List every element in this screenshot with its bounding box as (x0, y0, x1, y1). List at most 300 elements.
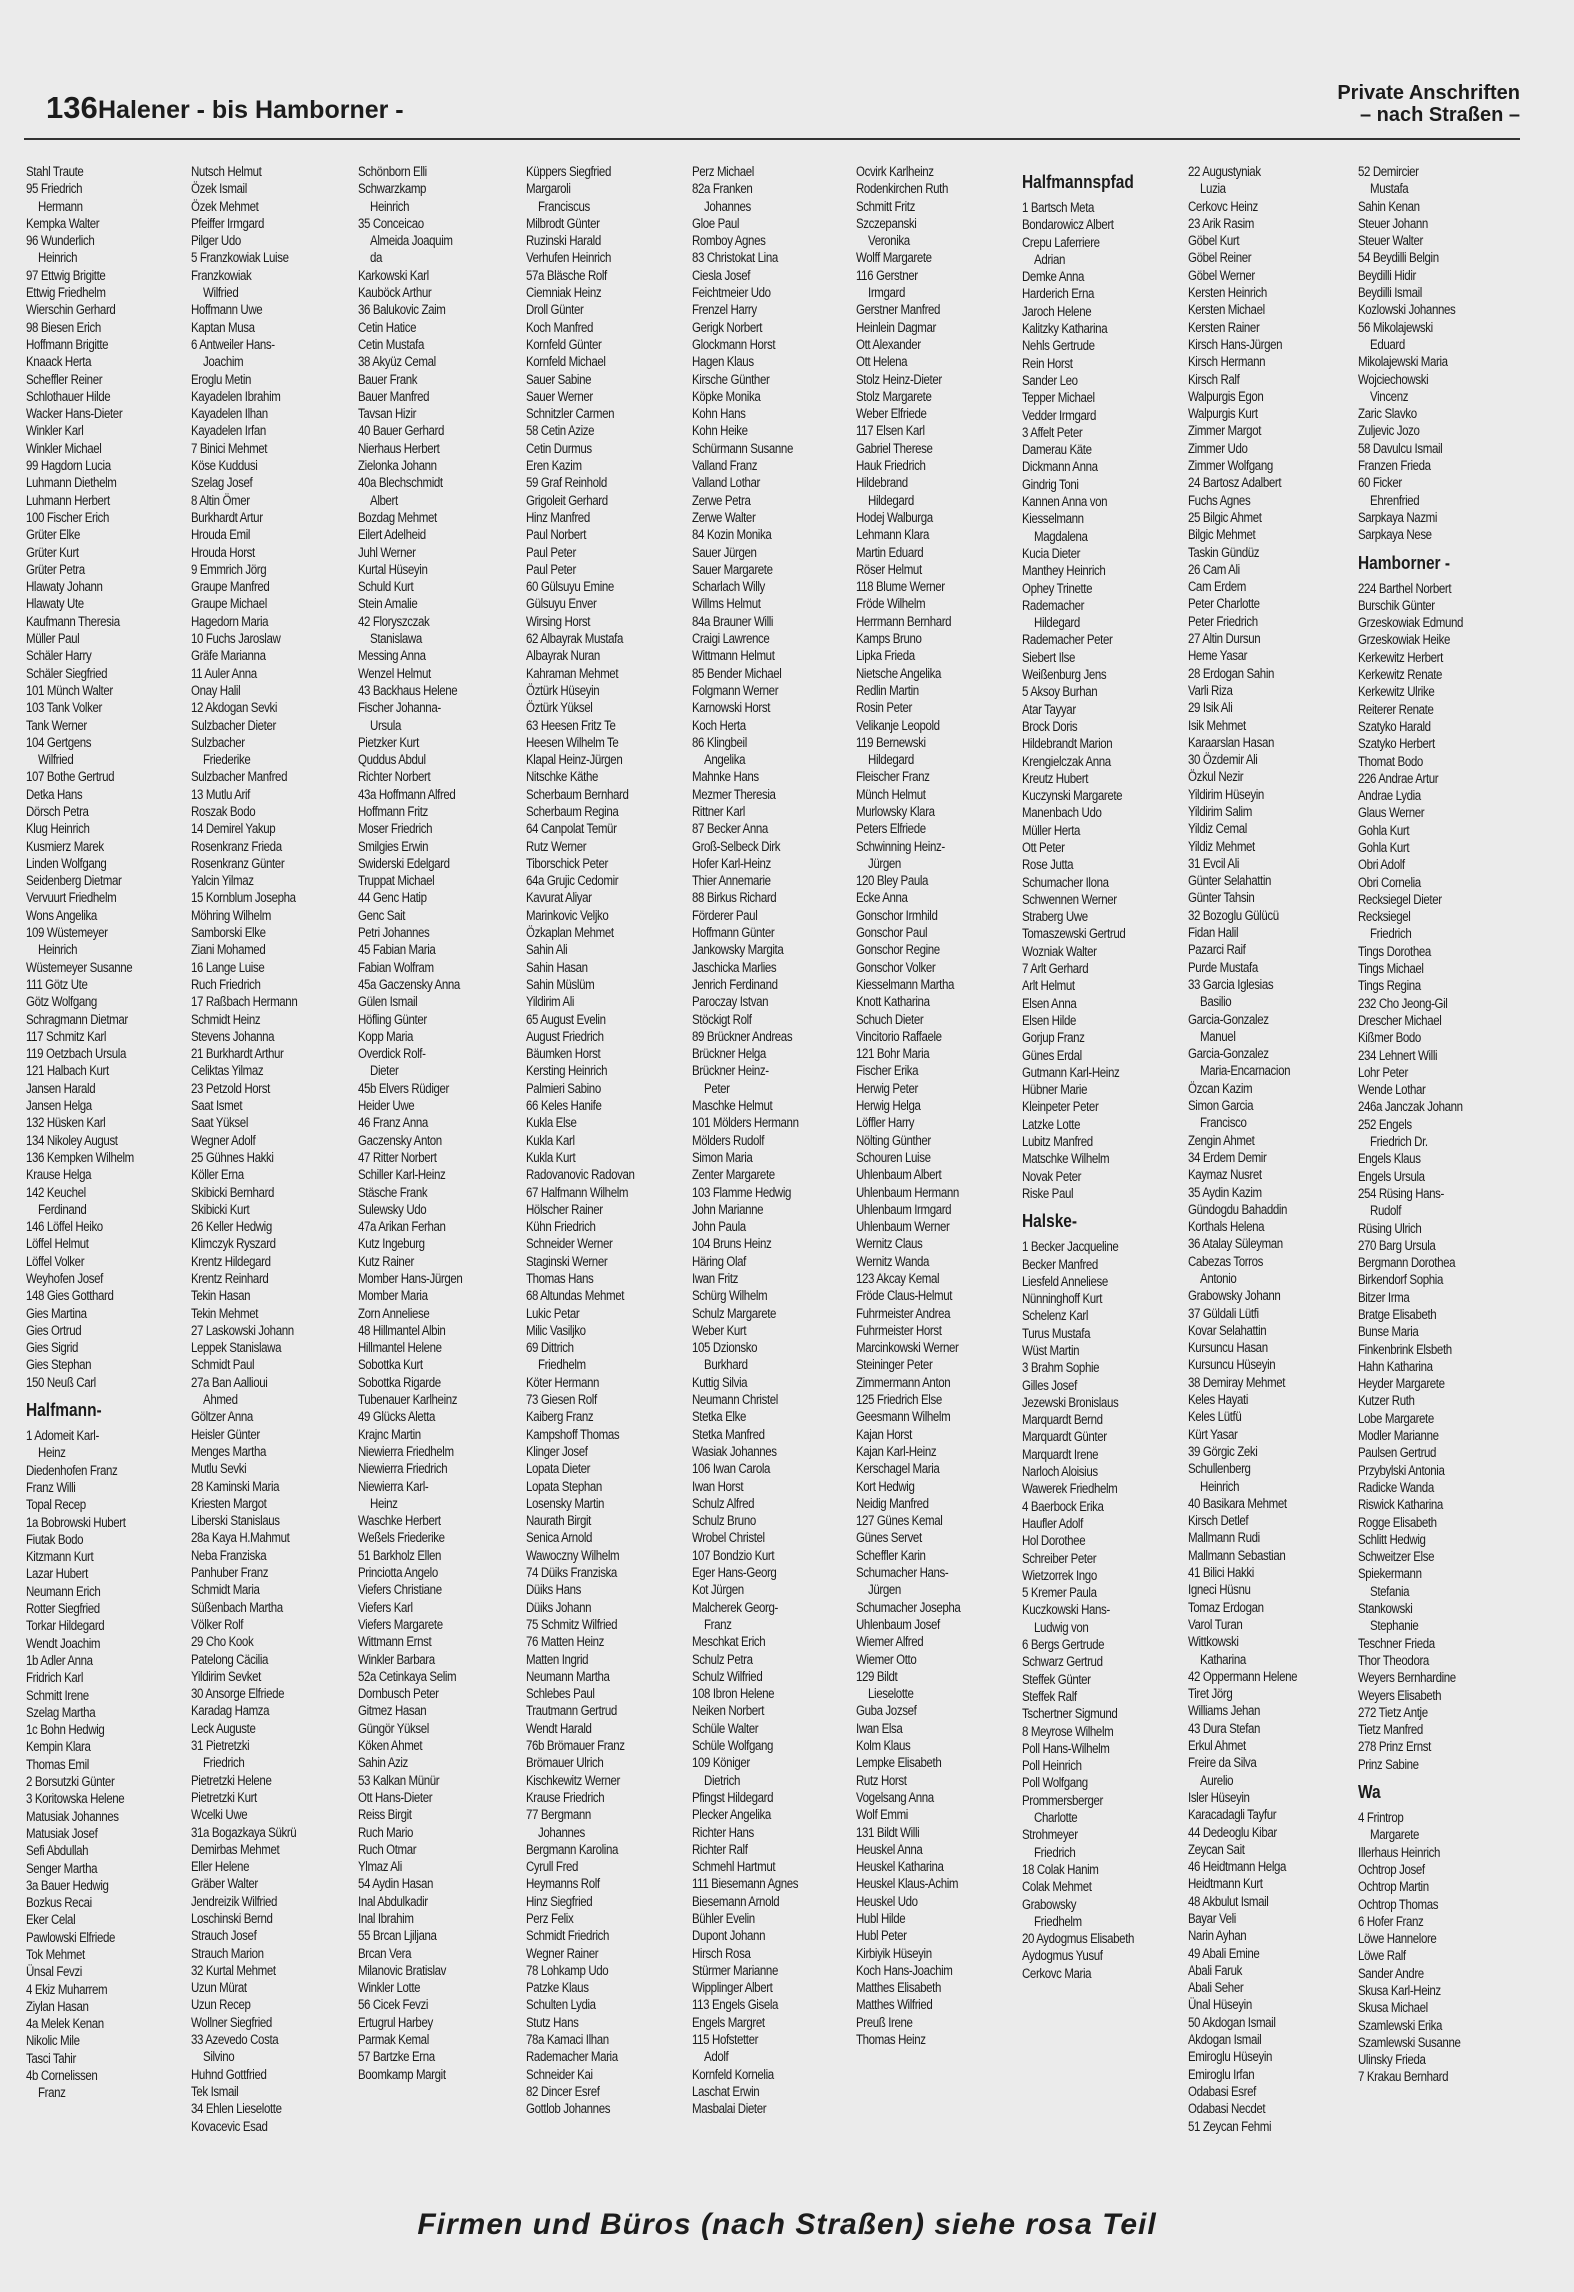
directory-entry: Nietsche Angelika (856, 665, 941, 681)
directory-entry: Weber Kurt (692, 1322, 747, 1338)
directory-entry: Cam Erdem (1188, 579, 1246, 595)
directory-entry: Garcia-Gonzalez (1188, 1046, 1269, 1062)
directory-entry: Sauer Jürgen (692, 544, 757, 560)
directory-entry: Malcherek Georg- (692, 1599, 778, 1615)
directory-column-8 (1188, 163, 1348, 2135)
directory-entry: Nünninghoff Kurt (1022, 1291, 1103, 1307)
directory-entry: 270 Barg Ursula (1358, 1237, 1436, 1253)
directory-entry: Harderich Erna (1022, 286, 1095, 302)
directory-entry: 75 Schmitz Wilfried (526, 1616, 618, 1632)
directory-entry: Murlowsky Klara (856, 803, 935, 819)
directory-entry: Wittkowski (1188, 1634, 1239, 1650)
directory-entry: Kannen Anna von (1022, 494, 1108, 510)
directory-entry: 1 Becker Jacqueline (1022, 1239, 1119, 1255)
directory-entry: 111 Biesemann Agnes (692, 1876, 799, 1892)
directory-entry: Detka Hans (26, 786, 83, 802)
directory-entry: Momber Maria (358, 1288, 428, 1304)
directory-entry: Laschat Erwin (692, 2083, 760, 2099)
directory-entry: 136 Kempken Wilhelm (26, 1149, 134, 1165)
directory-entry: Marquardt Günter (1022, 1429, 1107, 1445)
directory-entry: Thomat Bodo (1358, 753, 1423, 769)
directory-entry: Novak Peter (1022, 1168, 1082, 1184)
directory-entry: Rosin Peter (856, 700, 912, 716)
directory-entry: Senica Arnold (526, 1530, 593, 1546)
directory-entry: Albayrak Nuran (526, 648, 600, 664)
directory-entry: Panhuber Franz (191, 1565, 269, 1581)
directory-entry: 6 Bergs Gertrude (1022, 1637, 1105, 1653)
directory-entry: Wegner Adolf (191, 1132, 256, 1148)
directory-entry: Schulz Alfred (692, 1495, 755, 1511)
directory-entry: Brückner Heinz- (692, 1063, 769, 1079)
directory-entry: Schulz Margarete (692, 1305, 777, 1321)
directory-entry: Preuß Irene (856, 2014, 913, 2030)
directory-entry: 109 Königer (692, 1755, 750, 1771)
directory-entry: Kerkewitz Renate (1358, 667, 1443, 683)
directory-entry: Kirsch Ralf (1188, 371, 1240, 387)
directory-entry: Stetka Elke (692, 1409, 747, 1425)
directory-entry: Matusiak Josef (26, 1825, 98, 1841)
directory-entry: Zimmer Margot (1188, 423, 1262, 439)
directory-entry: Uhlenbaum Werner (856, 1219, 950, 1235)
directory-entry: Kohn Hans (692, 406, 746, 422)
directory-entry: Wojciechowski (1358, 371, 1429, 387)
directory-entry: Biesemann Arnold (692, 1893, 780, 1909)
directory-entry: Erkul Ahmet (1188, 1738, 1246, 1754)
directory-entry: Rogge Elisabeth (1358, 1514, 1437, 1530)
directory-entry: 34 Erdem Demir (1188, 1149, 1267, 1165)
directory-entry: Hoffmann Fritz (358, 803, 428, 819)
directory-entry: Zerwe Petra (692, 492, 751, 508)
directory-entry: 11 Auler Anna (191, 665, 257, 681)
directory-entry: Grabowsky Johann (1188, 1288, 1281, 1304)
directory-entry: Köpke Monika (692, 388, 761, 404)
directory-entry: Eren Kazim (526, 458, 582, 474)
directory-entry: 63 Heesen Fritz Te (526, 717, 616, 733)
directory-entry: Kersten Rainer (1188, 319, 1260, 335)
directory-entry: 3a Bauer Hedwig (26, 1877, 109, 1893)
directory-entry: 97 Ettwig Brigitte (26, 267, 106, 283)
directory-entry: Aydogmus Yusuf (1022, 1948, 1103, 1964)
directory-entry: Heinz (38, 1445, 66, 1461)
directory-entry: Simon Maria (692, 1149, 753, 1165)
directory-entry: 111 Götz Ute (26, 976, 88, 992)
directory-entry: 54 Aydin Hasan (358, 1876, 434, 1892)
directory-entry: Göbel Reiner (1188, 250, 1252, 266)
directory-entry: Jenrich Ferdinand (692, 976, 778, 992)
directory-entry: Kuczkowski Hans- (1022, 1602, 1110, 1618)
directory-entry: Eilert Adelheid (358, 527, 426, 543)
directory-entry: Crepu Laferriere (1022, 234, 1100, 250)
directory-entry: Schmidt Heinz (191, 1011, 261, 1027)
directory-entry: Tings Dorothea (1358, 943, 1431, 959)
directory-entry: Schragmann Dietmar (26, 1011, 128, 1027)
directory-entry: Löffel Volker (26, 1253, 85, 1269)
directory-entry: Hlawaty Johann (26, 579, 103, 595)
directory-entry: Hölscher Rainer (526, 1201, 603, 1217)
directory-entry: Schüle Wolfgang (692, 1738, 774, 1754)
directory-entry: Özkul Nezir (1188, 769, 1244, 785)
directory-entry: Straberg Uwe (1022, 909, 1088, 925)
directory-entry: 43 Dura Stefan (1188, 1720, 1261, 1736)
directory-entry: Silvino (203, 2049, 235, 2065)
directory-column-4 (526, 163, 686, 2118)
directory-entry: Bitzer Irma (1358, 1289, 1410, 1305)
directory-entry: Ecke Anna (856, 890, 908, 906)
directory-entry: Kirsche Günther (692, 371, 770, 387)
directory-entry: Tiret Jörg (1188, 1686, 1233, 1702)
directory-entry: Krentz Reinhard (191, 1271, 269, 1286)
directory-entry: Schulz Wilfried (692, 1668, 763, 1684)
directory-entry: Uhlenbaum Josef (856, 1616, 940, 1632)
directory-entry: Lieselotte (868, 1686, 914, 1702)
directory-entry: 113 Engels Gisela (692, 1997, 779, 2013)
directory-entry: Heinz (370, 1495, 398, 1511)
directory-entry: Iwan Horst (692, 1478, 744, 1494)
directory-entry: Ochtrop Thomas (1358, 1896, 1439, 1912)
directory-entry: 73 Giesen Rolf (526, 1392, 597, 1408)
directory-entry: 142 Keuchel (26, 1184, 86, 1200)
directory-entry: 56 Cicek Fevzi (358, 1997, 429, 2013)
directory-entry: Rosenkranz Frieda (191, 838, 282, 854)
directory-entry: 2 Borsutzki Günter (26, 1774, 115, 1790)
directory-entry: Gülsuyu Enver (526, 596, 597, 612)
directory-entry: Seidenberg Dietmar (26, 873, 122, 889)
directory-entry: Wendt Harald (526, 1720, 592, 1736)
directory-entry: Kamps Bruno (856, 631, 922, 647)
directory-entry: Heisler Günter (191, 1426, 260, 1442)
directory-entry: 38 Akyüz Cemal (358, 354, 436, 370)
directory-entry: Schäler Siegfried (26, 665, 108, 681)
directory-entry: 41 Bilici Hakki (1188, 1565, 1254, 1581)
directory-entry: Almeida Joaquim (370, 233, 453, 249)
directory-entry: 54 Beydilli Belgin (1358, 250, 1439, 266)
directory-entry: Sauer Werner (526, 388, 593, 404)
directory-entry: 15 Kornblum Josepha (191, 890, 296, 906)
directory-entry: Walpurgis Egon (1188, 388, 1264, 404)
directory-entry: Marquardt Irene (1022, 1446, 1099, 1462)
directory-entry: 25 Bilgic Ahmet (1188, 509, 1262, 525)
directory-entry: Hinz Siegfried (526, 1893, 593, 1909)
directory-entry: Richter Norbert (358, 769, 431, 785)
directory-entry: Zaric Slavko (1358, 406, 1417, 422)
directory-entry: Latzke Lotte (1022, 1116, 1081, 1132)
directory-entry: Sarpkaya Nazmi (1358, 509, 1438, 525)
directory-entry: Köken Ahmet (358, 1738, 423, 1754)
directory-entry: Zielonka Johann (358, 458, 437, 474)
directory-entry: Thor Theodora (1358, 1652, 1429, 1668)
directory-entry: Jaschicka Marlies (692, 959, 777, 975)
directory-entry: 5 Aksoy Burhan (1022, 684, 1098, 700)
directory-entry: Winkler Barbara (358, 1651, 435, 1667)
directory-entry: Haufler Adolf (1022, 1515, 1083, 1531)
directory-entry: Celiktas Yilmaz (191, 1063, 264, 1079)
directory-entry: Uzun Recep (191, 1997, 251, 2013)
directory-entry: Stutz Hans (526, 2014, 579, 2030)
directory-entry: Scheffler Reiner (26, 371, 103, 387)
directory-entry: Damerau Käte (1022, 442, 1092, 458)
directory-entry: Wietzorrek Ingo (1022, 1567, 1097, 1583)
directory-entry: Schulten Lydia (526, 1997, 596, 2013)
page-number: 136 (46, 90, 98, 125)
footer-note: Firmen und Büros (nach Straßen) siehe rosa Teil (417, 2208, 1157, 2241)
directory-entry: 101 Münch Walter (26, 682, 113, 698)
directory-entry: Wcelki Uwe (191, 1807, 248, 1823)
directory-entry: Kersting Heinrich (526, 1063, 608, 1079)
directory-entry: Gohla Kurt (1358, 822, 1410, 838)
directory-entry: Heymanns Rolf (526, 1876, 600, 1892)
directory-entry: 28a Kaya H.Mahmut (191, 1530, 290, 1546)
directory-entry: Juhl Werner (358, 544, 416, 560)
directory-entry: Stephanie (1370, 1618, 1419, 1634)
directory-entry: 76b Brömauer Franz (526, 1738, 625, 1754)
directory-entry: Friedrich (203, 1755, 245, 1771)
directory-entry: 74 Düiks Franziska (526, 1565, 617, 1581)
directory-entry: Friederike (203, 752, 251, 768)
directory-entry: Leppek Stanislawa (191, 1340, 282, 1356)
directory-entry: Krause Helga (26, 1167, 92, 1183)
directory-entry: Paul Peter (526, 544, 576, 560)
directory-entry: Düiks Johann (526, 1599, 592, 1615)
directory-entry: Mezmer Theresia (692, 786, 776, 802)
directory-entry: Eller Helene (191, 1859, 250, 1875)
directory-entry: Bayar Veli (1188, 1910, 1236, 1926)
directory-entry: Nikolic Mile (26, 2033, 80, 2049)
directory-entry: Sulzbacher Dieter (191, 717, 276, 733)
directory-entry: Gündogdu Bahaddin (1188, 1201, 1288, 1217)
directory-entry: 25 Gühnes Hakki (191, 1149, 274, 1165)
directory-entry: 51 Barkholz Ellen (358, 1547, 442, 1563)
directory-entry: Ruch Otmar (358, 1841, 417, 1857)
directory-entry: Skusa Karl-Heinz (1358, 1982, 1441, 1998)
directory-entry: 118 Blume Werner (856, 579, 945, 595)
directory-entry: Tekin Mehmet (191, 1305, 259, 1321)
directory-entry: Kißmer Bodo (1358, 1030, 1421, 1046)
directory-entry: 66 Keles Hanife (526, 1098, 602, 1114)
directory-entry: Modler Marianne (1358, 1428, 1439, 1444)
directory-entry: 117 Elsen Karl (856, 423, 925, 439)
directory-entry: Gindrig Toni (1022, 476, 1079, 492)
directory-entry: Inal Abdulkadir (358, 1893, 428, 1909)
running-head: Halener - bis Hamborner - (98, 96, 404, 124)
directory-entry: Keles Lütfü (1188, 1409, 1242, 1425)
directory-entry: Lopata Dieter (526, 1461, 591, 1477)
directory-entry: 52 Demircier (1358, 164, 1419, 179)
directory-entry: Strauch Josef (191, 1928, 257, 1944)
directory-entry: 23 Petzold Horst (191, 1080, 270, 1096)
directory-entry: Rademacher Peter (1022, 632, 1113, 648)
directory-entry: Akdogan Ismail (1188, 2032, 1262, 2048)
directory-entry: Gitmez Hasan (358, 1703, 427, 1719)
directory-entry: Tings Regina (1358, 978, 1421, 994)
directory-entry: 53 Kalkan Münür (358, 1772, 440, 1788)
directory-entry: Schumacher Hans- (856, 1565, 949, 1581)
directory-entry: Prinz Sabine (1358, 1756, 1419, 1772)
directory-entry: 96 Wunderlich (26, 233, 95, 249)
directory-entry: Kaiberg Franz (526, 1409, 594, 1425)
directory-entry: Ahmed (203, 1392, 238, 1408)
directory-entry: Kiesselmann (1022, 511, 1084, 527)
directory-entry: Reiss Birgit (358, 1807, 412, 1823)
directory-entry: 6 Antweiler Hans- (191, 336, 275, 352)
directory-entry: Schelenz Karl (1022, 1308, 1089, 1324)
directory-entry: Grabowsky (1022, 1896, 1077, 1912)
directory-entry: Sauer Sabine (526, 371, 592, 387)
directory-entry: Bühler Evelin (692, 1910, 755, 1926)
directory-entry: Ott Hans-Dieter (358, 1789, 433, 1805)
directory-entry: Elsen Anna (1022, 995, 1077, 1011)
directory-entry: Adolf (704, 2049, 729, 2065)
directory-entry: Drescher Michael (1358, 1012, 1442, 1028)
directory-entry: Isik Mehmet (1188, 717, 1246, 733)
directory-entry: 272 Tietz Antje (1358, 1704, 1428, 1720)
directory-entry: 44 Genc Hatip (358, 890, 427, 906)
directory-entry: Fröde Wilhelm (856, 596, 926, 612)
directory-entry: Gonschor Paul (856, 925, 928, 941)
directory-column-7 (1022, 163, 1182, 1982)
directory-entry: Ruch Friedrich (191, 976, 261, 992)
directory-entry: Günes Erdal (1022, 1047, 1082, 1063)
directory-entry: 107 Bondzio Kurt (692, 1547, 775, 1563)
directory-entry: Naurath Birgit (526, 1513, 591, 1529)
directory-entry: Jansen Helga (26, 1098, 92, 1114)
directory-entry: Glaus Werner (1358, 805, 1425, 821)
directory-entry: Steuer Walter (1358, 233, 1423, 249)
directory-entry: Peter Friedrich (1188, 613, 1258, 629)
directory-entry: Abali Seher (1188, 1980, 1244, 1996)
directory-entry: 40a Blechschmidt (358, 475, 443, 491)
directory-entry: Skibicki Kurt (191, 1201, 250, 1217)
directory-entry: 116 Gerstner (856, 267, 918, 283)
directory-entry: Gräber Walter (191, 1876, 258, 1892)
directory-entry: Garcia-Gonzalez (1188, 1011, 1269, 1027)
directory-column-5 (692, 163, 852, 2118)
directory-entry: Ziani Mohamed (191, 942, 266, 958)
directory-entry: Nölting Günther (856, 1132, 931, 1148)
directory-entry: Kusmierz Marek (26, 838, 104, 854)
directory-entry: Rudolf (1370, 1203, 1402, 1219)
directory-entry: Wendt Joachim (26, 1635, 101, 1651)
directory-entry: 150 Neuß Carl (26, 1374, 96, 1390)
directory-entry: Cetin Durmus (526, 440, 592, 456)
directory-column-6 (856, 163, 1016, 2048)
directory-entry: Hubl Peter (856, 1928, 907, 1944)
directory-entry: Kopp Maria (358, 1028, 414, 1044)
directory-entry: Narloch Aloisius (1022, 1464, 1098, 1480)
directory-entry: Schwarz Gertrud (1022, 1654, 1103, 1670)
directory-entry: Tubenauer Karlheinz (358, 1392, 458, 1408)
directory-entry: Stetka Manfred (692, 1426, 765, 1442)
directory-entry: 47 Ritter Norbert (358, 1149, 437, 1165)
directory-entry: Gies Ortrud (26, 1322, 82, 1338)
directory-entry: Stäsche Frank (358, 1184, 428, 1200)
directory-entry: Sulzbacher (191, 734, 245, 750)
directory-entry: Patelong Cäcilia (191, 1651, 269, 1667)
directory-entry: Glockmann Horst (692, 336, 776, 352)
directory-entry: Rodenkirchen Ruth (856, 181, 949, 197)
directory-entry: Brcan Vera (358, 1945, 412, 1961)
directory-entry: Szamlewski Erika (1358, 2017, 1443, 2033)
directory-entry: Knott Katharina (856, 994, 930, 1010)
directory-entry: Göbel Kurt (1188, 233, 1240, 249)
directory-entry: Milic Vasiljko (526, 1322, 586, 1338)
directory-entry: 78a Kamaci Ilhan (526, 2032, 609, 2048)
directory-entry: Abali Faruk (1188, 1962, 1242, 1978)
directory-entry: Taskin Gündüz (1188, 544, 1260, 560)
directory-entry: Franz Willi (26, 1479, 76, 1495)
directory-entry: 67 Halfmann Wilhelm (526, 1184, 629, 1200)
directory-entry: 4 Baerbock Erika (1022, 1498, 1104, 1514)
directory-entry: Pietretzki Helene (191, 1772, 272, 1788)
directory-entry: Mallmann Rudi (1188, 1530, 1260, 1546)
directory-entry: Krause Friedrich (526, 1789, 605, 1805)
directory-entry: Matusiak Johannes (26, 1808, 119, 1824)
directory-entry: 100 Fischer Erich (26, 509, 110, 525)
directory-entry: Mölders Rudolf (692, 1132, 765, 1148)
directory-entry: Götz Wolfgang (26, 994, 97, 1010)
directory-entry: Karaarslan Hasan (1188, 734, 1274, 750)
directory-entry: Leck Auguste (191, 1720, 256, 1736)
directory-entry: Kursuncu Hüseyin (1188, 1357, 1276, 1373)
directory-entry: Luhmann Diethelm (26, 475, 117, 491)
directory-entry: Richter Hans (692, 1824, 754, 1840)
directory-entry: Cetin Hatice (358, 319, 417, 335)
directory-entry: 52a Cetinkaya Selim (358, 1668, 457, 1684)
directory-entry: 60 Gülsuyu Emine (526, 579, 614, 595)
directory-entry: Spiekermann (1358, 1566, 1422, 1582)
directory-entry: Köse Kuddusi (191, 458, 258, 474)
directory-entry: 82a Franken (692, 181, 753, 197)
directory-entry: Kempin Klara (26, 1739, 91, 1755)
directory-entry: Neiken Norbert (692, 1703, 765, 1719)
directory-entry: 27 Laskowski Johann (191, 1322, 294, 1338)
directory-entry: Hagen Klaus (692, 354, 754, 370)
directory-entry: Veronika (868, 233, 910, 249)
directory-entry: Weyers Elisabeth (1358, 1687, 1442, 1703)
directory-entry: 30 Özdemir Ali (1188, 752, 1258, 768)
directory-entry: Schlebes Paul (526, 1686, 595, 1702)
directory-entry: Kersten Michael (1188, 302, 1265, 318)
directory-entry: 32 Bozoglu Gülücü (1188, 907, 1279, 923)
directory-entry: Müller Paul (26, 631, 80, 647)
directory-entry: Zimmermann Anton (856, 1374, 951, 1390)
directory-entry: 26 Keller Hedwig (191, 1219, 272, 1235)
directory-entry: Cetin Mustafa (358, 336, 425, 352)
directory-entry: Smilgies Erwin (358, 838, 429, 854)
directory-entry: Göbel Werner (1188, 267, 1255, 283)
directory-entry: Kuttig Silvia (692, 1374, 748, 1390)
directory-entry: Bratge Elisabeth (1358, 1307, 1437, 1322)
directory-entry: Lohr Peter (1358, 1064, 1408, 1080)
directory-entry: Hlawaty Ute (26, 596, 84, 612)
directory-entry: Wilfried (38, 752, 74, 768)
directory-entry: Ludwig von (1034, 1619, 1089, 1635)
directory-entry: Skusa Michael (1358, 2000, 1428, 2016)
directory-entry: 12 Akdogan Sevki (191, 700, 278, 716)
directory-entry: Köter Hermann (526, 1374, 600, 1390)
directory-entry: 78 Lohkamp Udo (526, 1962, 609, 1978)
directory-entry: Margarete (1370, 1827, 1420, 1843)
directory-entry: Heyder Margarete (1358, 1376, 1445, 1392)
directory-entry: Schuld Kurt (358, 579, 414, 595)
directory-entry: Rüsing Ulrich (1358, 1220, 1422, 1236)
directory-entry: Bunse Maria (1358, 1324, 1419, 1340)
directory-entry: Tomaszewski Gertrud (1022, 926, 1126, 942)
directory-entry: Sulzbacher Manfred (191, 769, 288, 785)
directory-entry: 42 Oppermann Helene (1188, 1668, 1298, 1684)
directory-entry: Wende Lothar (1358, 1082, 1426, 1098)
directory-entry: Losensky Martin (526, 1495, 605, 1511)
directory-entry: Sulewsky Udo (358, 1201, 427, 1217)
